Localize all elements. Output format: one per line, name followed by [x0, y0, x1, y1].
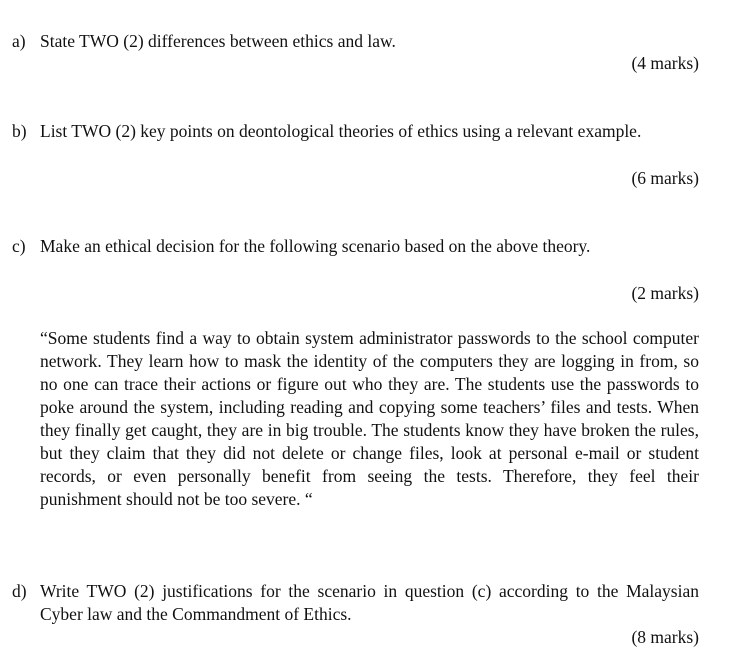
question-letter: b) [12, 121, 27, 141]
marks-label: (6 marks) [631, 168, 699, 188]
question-letter: a) [12, 31, 26, 51]
marks-label: (2 marks) [631, 283, 699, 303]
marks-label: (8 marks) [631, 627, 699, 647]
scenario-quote: “Some students find a way to obtain system administrator passwords to the school computer network. They learn how to mask the identity of the computers they are logging in from, so no one can trace their actions or figure out who they are. The students use the passwords to poke around the system, including reading and copying some teachers’ files and tests. When they finally get caught, they are in big trouble. The students know they have broken the rules, but they claim that they did not delete or change files, look at personal e-mail or student records, or even personally benefit from seeing the tests. Therefore, they feel their punishment should not be too severe. “ [40, 328, 699, 509]
question-text: State TWO (2) differences between ethics and law. [40, 31, 396, 51]
question-letter: d) [12, 581, 27, 601]
question-letter: c) [12, 236, 26, 256]
question-text: List TWO (2) key points on deontological theories of ethics using a relevant example. [40, 121, 642, 141]
question-text: Write TWO (2) justifications for the scenario in question (c) according to the Malaysian Cyber law and the Commandment of Ethics. [40, 581, 699, 624]
marks-label: (4 marks) [631, 53, 699, 73]
question-text: Make an ethical decision for the following scenario based on the above theory. [40, 236, 591, 256]
